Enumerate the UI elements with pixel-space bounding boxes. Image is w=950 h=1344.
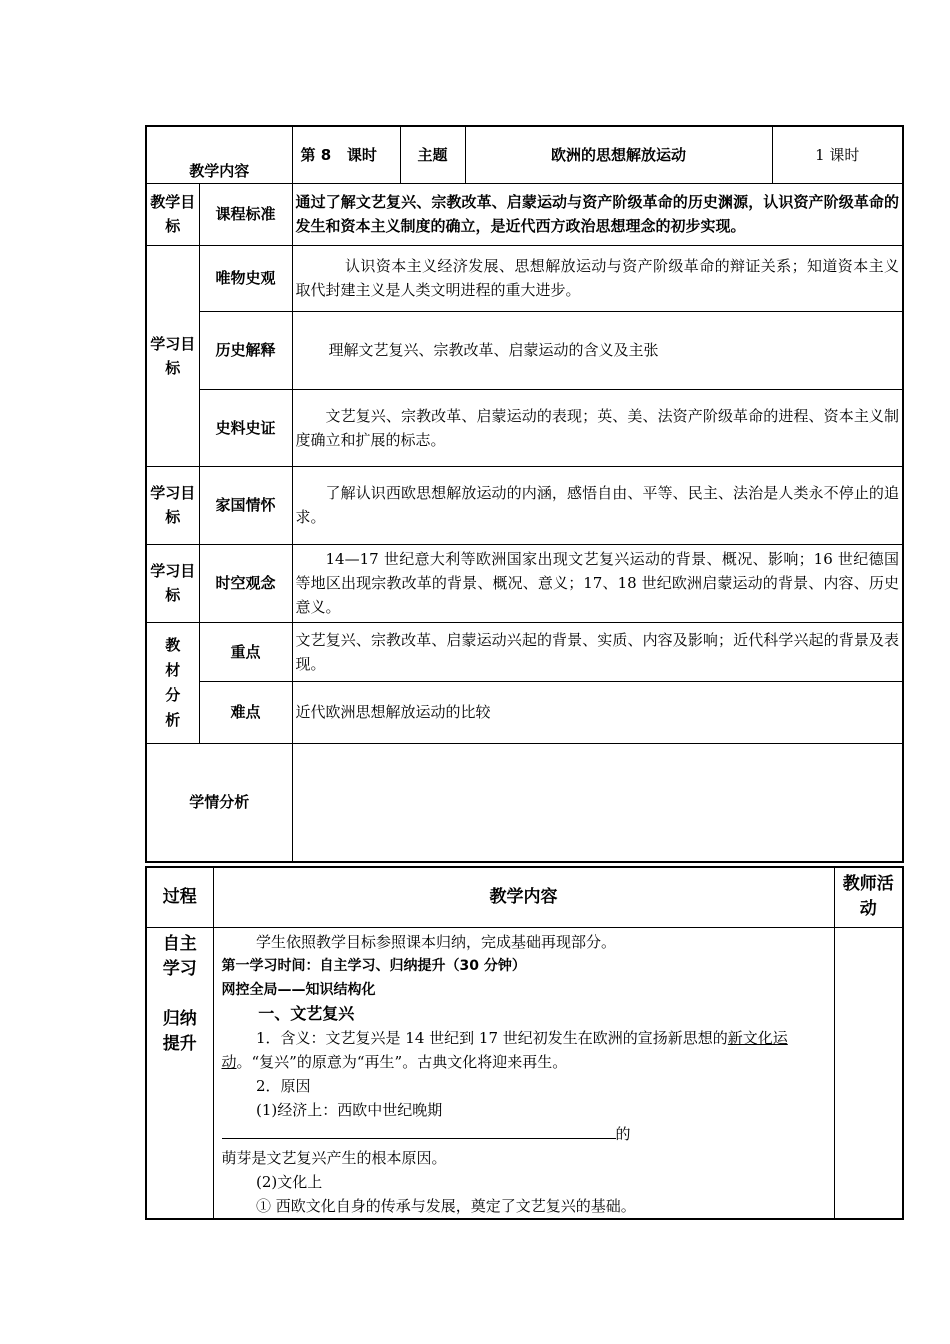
teaching-content-label: 教学内容 [146,126,292,183]
cause-line: 2．原因 [256,1076,311,1095]
lesson-no: 第 8 [300,145,332,164]
goal-name-timespace: 时空观念 [199,544,292,622]
time-line: 第一学习时间：自主学习、归纳提升（30 分钟） [221,957,526,974]
goal-name-evidence: 史料史证 [199,389,292,466]
goal-text-evidence: 文艺复兴、宗教改革、启蒙运动的表现；英、美、法资产阶级革命的进程、资本主义制度确立和扩展的标志。 [292,389,903,466]
stage-line-2: 学习 [162,958,197,979]
process-col-header: 过程 [146,867,213,927]
fill-blank[interactable] [222,1122,616,1139]
theme-label: 主题 [400,126,465,183]
learning-goals-label: 学习目标 [146,245,199,466]
key-point-text: 文艺复兴、宗教改革、启蒙运动兴起的背景、实质、内容及影响；近代科学兴起的背景及表现。 [292,622,903,681]
goal-name-materialism: 唯物史观 [199,245,292,311]
lesson-duration: 1 课时 [772,126,903,183]
goal-text-materialism: 认识资本主义经济发展、思想解放运动与资产阶级革命的辩证关系；知道资本主义取代封建主义是人类文明进程的重大进步。 [292,245,903,311]
section-heading: 一、文艺复兴 [258,1003,355,1023]
lesson-word: 课时 [346,145,377,164]
lesson-number [292,126,400,183]
economy-line-2: 萌芽是文艺复兴产生的根本原因。 [221,1148,447,1167]
stage-line-1: 自主 [162,933,197,954]
culture-line: (2)文化上 [256,1172,323,1191]
material-analysis-label: 教材分析 [146,622,199,743]
student-analysis-text [292,743,903,862]
standard-label: 课程标准 [199,183,292,245]
plan-header-table [145,125,904,863]
definition-text-2: 。“复兴”的原意为“再生”。古典文化将迎来再生。 [236,1052,568,1071]
goal-name-interpretation: 历史解释 [199,311,292,389]
teacher-activity-cell [834,927,903,1219]
difficult-point-text: 近代欧洲思想解放运动的比较 [292,681,903,743]
standard-text: 通过了解文艺复兴、宗教改革、启蒙运动与资产阶级革命的历史渊源，认识资产阶级革命的发生和资本主义制度的确立，是近代西方政治思想理念的初步实现。 [292,183,903,245]
content-col-header: 教学内容 [213,867,834,927]
difficult-point-label: 难点 [199,681,292,743]
goal-text-patriotism: 了解认识西欧思想解放运动的内涵，感悟自由、平等、民主、法治是人类永不停止的追求。 [292,466,903,544]
stage-line-3: 归纳 [162,1008,197,1029]
student-analysis-label: 学情分析 [146,743,292,862]
definition-line [222,1026,832,1074]
goal-name-patriotism: 家国情怀 [199,466,292,544]
economy-text: (1)经济上：西欧中世纪晚期 [256,1100,443,1119]
key-point-label: 重点 [199,622,292,681]
process-table [145,866,904,1220]
goal-text-timespace: 14—17 世纪意大利等欧洲国家出现文艺复兴运动的背景、概况、影响；16 世纪德国等地区出现宗教改革的背景、概况、意义；17、18 世纪欧洲启蒙运动的背景、内容、历史意义。 [292,544,903,622]
teacher-col-header: 教师活动 [834,867,903,927]
definition-underlined: 新文化运动 [221,1028,788,1071]
process-content [213,927,834,1219]
economy-line [222,1098,832,1146]
stage-label [146,927,213,1219]
intro-line: 学生依照教学目标参照课本归纳，完成基础再现部分。 [256,932,617,951]
goals-label: 教学目标 [146,183,199,245]
culture-item-1: ① 西欧文化自身的传承与发展，奠定了文艺复兴的基础。 [256,1196,636,1215]
stage-line-4: 提升 [162,1033,197,1054]
theme-title: 欧洲的思想解放运动 [465,126,772,183]
definition-text: 1．含义：文艺复兴是 14 世纪到 17 世纪初发生在欧洲的宣扬新思想的 [256,1028,728,1047]
learning-goals-label-3: 学习目标 [146,544,199,622]
learning-goals-label-2: 学习目标 [146,466,199,544]
net-line: 网控全局——知识结构化 [221,981,376,998]
goal-text-interpretation: 理解文艺复兴、宗教改革、启蒙运动的含义及主张 [292,311,903,389]
economy-suffix: 的 [615,1124,631,1143]
